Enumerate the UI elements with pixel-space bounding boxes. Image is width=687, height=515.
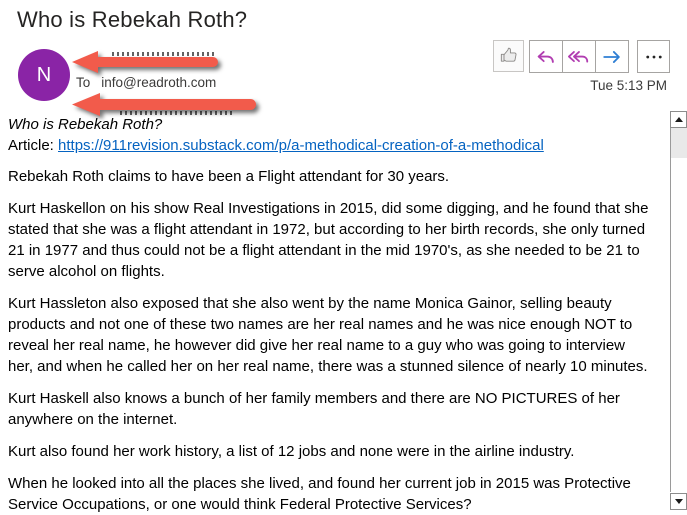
forward-arrow-icon <box>601 46 623 68</box>
article-link[interactable]: https://911revision.substack.com/p/a-methodical-creation-of-a-methodical <box>58 137 544 154</box>
triangle-down-icon <box>675 499 683 504</box>
redaction-arrow-header <box>72 93 256 116</box>
like-button[interactable] <box>493 40 524 72</box>
body-intro-line: Who is Rebekah Roth? <box>8 116 163 133</box>
body-paragraph: When he looked into all the places she lived, and found her current job in 2015 was Protective Service Occupations, or one would think Federal Protective Services? <box>8 475 631 513</box>
reply-button[interactable] <box>530 41 562 72</box>
scroll-down-button[interactable] <box>670 493 687 510</box>
scrollbar-thumb[interactable] <box>671 128 687 158</box>
avatar[interactable] <box>18 49 70 101</box>
ellipsis-icon <box>644 47 664 67</box>
message-body <box>8 114 654 515</box>
to-line <box>76 75 216 90</box>
body-paragraph: Kurt Haskellon on his show Real Investigations in 2015, did some digging, and he found that she stated that she was a flight attendant in 1972, but according to her birth records, she only turned 21 in 1977 and thus could not be a flight attendant in the mid 1970's, as she needed to be 21 to serve alcohol on flights. <box>8 200 649 280</box>
body-paragraph: Kurt Hassleton also exposed that she also went by the name Monica Gainor, selling beauty products and not one of these two names are her real names and he was nice enough NOT to reveal her real name, he however did give her real name to a guy who was going to interview her, and when he called her on her real name, there was a stunned silence of nearly 10 minutes. <box>8 295 648 375</box>
more-actions-button[interactable] <box>637 40 670 73</box>
thumbs-up-icon <box>499 46 519 66</box>
article-label: Article: <box>8 137 54 154</box>
body-paragraph: Kurt Haskell also knows a bunch of her family members and there are NO PICTURES of her anywhere on the internet. <box>8 390 620 428</box>
reply-all-button[interactable] <box>562 41 595 72</box>
avatar-initial: N <box>36 63 52 86</box>
redaction-arrow-sender <box>72 51 218 73</box>
triangle-up-icon <box>675 117 683 122</box>
article-line <box>8 135 654 156</box>
scrollbar-track[interactable] <box>670 128 687 492</box>
arrow-head <box>72 51 98 73</box>
reply-arrow-icon <box>535 46 557 68</box>
body-paragraph: Kurt also found her work history, a list of 12 jobs and none were in the airline industry. <box>8 443 575 460</box>
to-label: To <box>76 75 91 90</box>
received-timestamp: Tue 5:13 PM <box>590 78 667 93</box>
forward-button[interactable] <box>595 41 628 72</box>
reply-all-arrow-icon <box>567 46 591 68</box>
arrow-head <box>72 93 100 116</box>
reply-button-group <box>529 40 629 73</box>
to-recipient[interactable]: info@readroth.com <box>101 75 217 90</box>
scroll-up-button[interactable] <box>670 111 687 128</box>
email-subject: Who is Rebekah Roth? <box>17 7 248 32</box>
arrow-shaft <box>96 57 218 67</box>
body-paragraph: Rebekah Roth claims to have been a Flight attendant for 30 years. <box>8 168 450 185</box>
arrow-shaft <box>98 99 256 110</box>
